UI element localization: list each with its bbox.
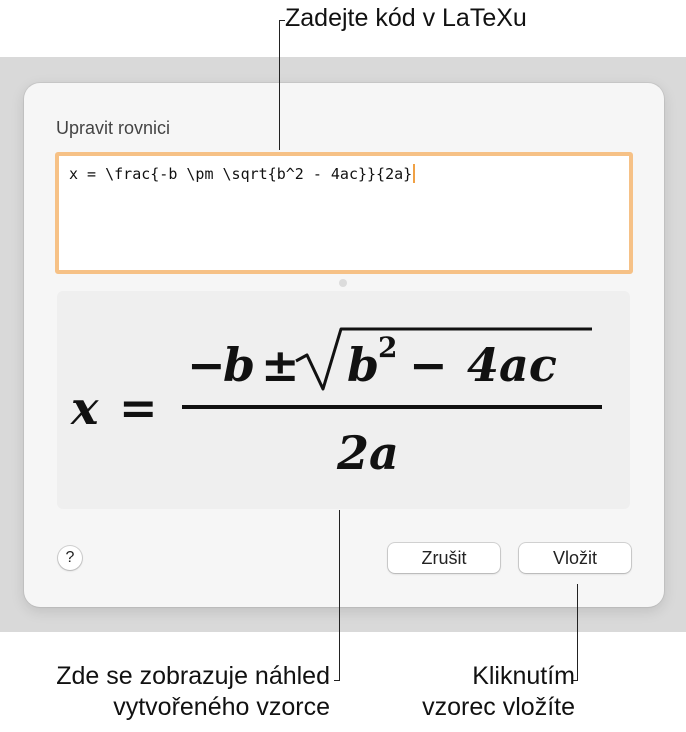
dialog-title: Upravit rovnici (56, 118, 171, 138)
resize-handle[interactable] (339, 279, 347, 287)
latex-input[interactable] (55, 152, 633, 274)
fraction-bar (182, 405, 602, 409)
callout-insert-line2: vzorec vložíte (422, 693, 575, 721)
preview-minus: − (187, 338, 226, 392)
equation-preview (57, 291, 630, 509)
callout-preview-line2: vytvořeného vzorce (113, 693, 330, 721)
callout-leader-preview (339, 510, 340, 680)
callout-preview (56, 661, 330, 723)
preview-four-a-c: 4ac (467, 338, 557, 392)
preview-b-radicand: b (347, 338, 380, 392)
equation-preview-render (57, 291, 630, 509)
preview-equals: = (119, 381, 158, 435)
preview-minus-radicand: − (409, 338, 448, 392)
insert-button[interactable]: Vložit (519, 543, 631, 573)
preview-denominator: 2a (337, 426, 399, 480)
edit-equation-dialog (24, 83, 664, 607)
help-button[interactable]: ? (58, 546, 82, 570)
preview-exponent: 2 (378, 331, 398, 364)
callout-leader-insert (577, 584, 578, 680)
callout-insert (422, 661, 575, 723)
cancel-button[interactable]: Zrušit (388, 543, 500, 573)
latex-input-value: x = \frac{-b \pm \sqrt{b^2 - 4ac}}{2a} (69, 165, 413, 183)
preview-pm: ± (261, 338, 300, 392)
callout-leader-preview-tick (334, 680, 340, 681)
preview-b: b (223, 338, 256, 392)
callout-preview-line1: Zde se zobrazuje náhled (56, 662, 330, 690)
callout-leader-latex (279, 20, 280, 150)
preview-lhs: x (71, 381, 99, 435)
latex-input-text[interactable] (69, 164, 415, 184)
callout-latex: Zadejte kód v LaTeXu (285, 4, 527, 32)
callout-insert-line1: Kliknutím (472, 662, 575, 690)
text-caret (413, 164, 415, 183)
